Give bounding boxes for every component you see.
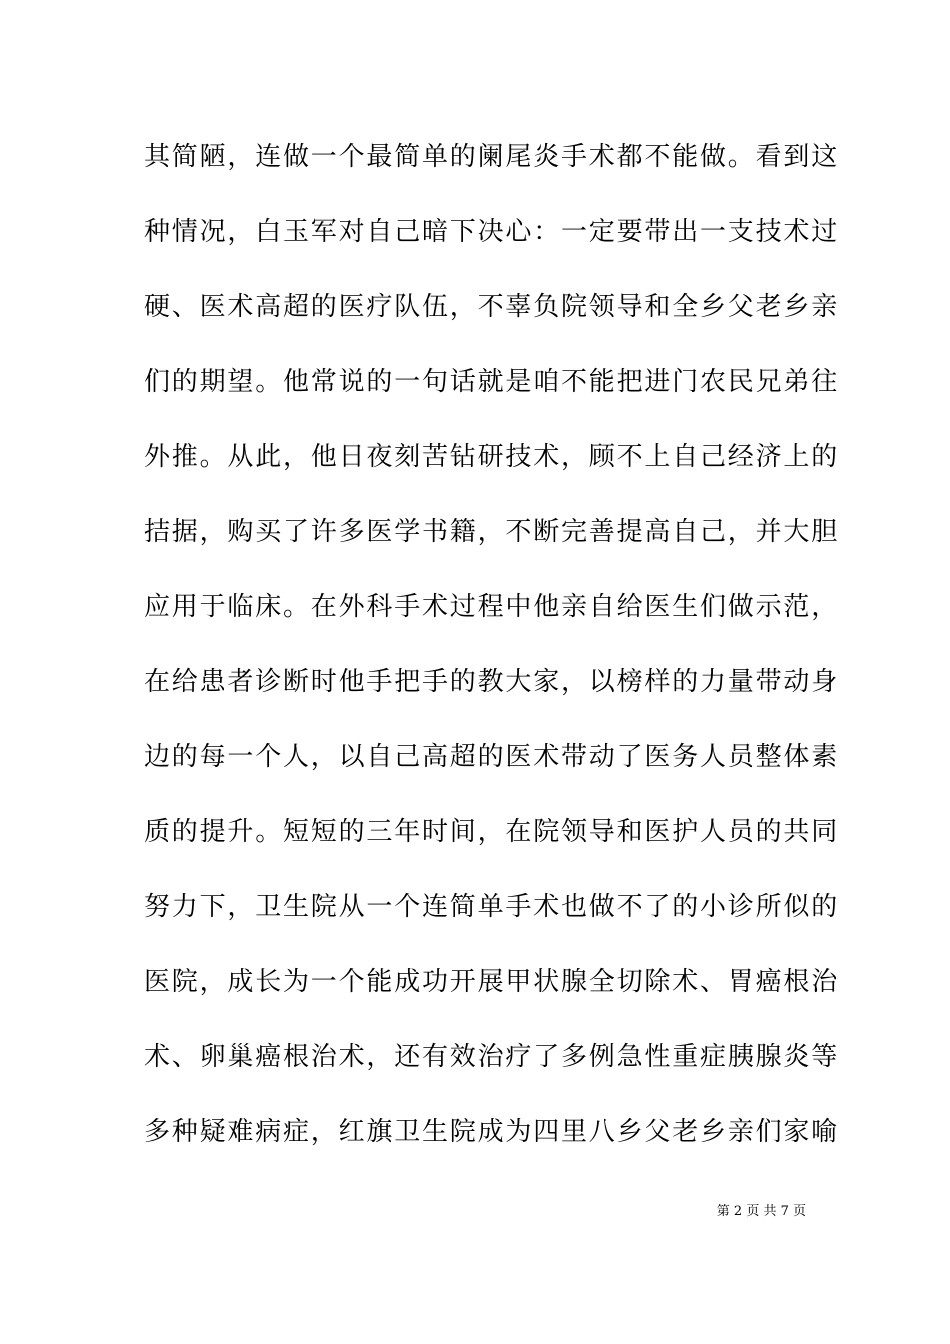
text-line: 种情况，白玉军对自己暗下决心：一定要带出一支技术过 <box>144 217 840 247</box>
text-line: 硬、医术高超的医疗队伍，不辜负院领导和全乡父老乡亲 <box>144 292 840 322</box>
text-line: 质的提升。短短的三年时间，在院领导和医护人员的共同 <box>144 817 840 847</box>
text-line: 医院，成长为一个能成功开展甲状腺全切除术、胃癌根治 <box>144 967 840 997</box>
text-line: 其简陋，连做一个最简单的阑尾炎手术都不能做。看到这 <box>144 142 840 172</box>
text-line: 多种疑难病症，红旗卫生院成为四里八乡父老乡亲们家喻 <box>144 1117 840 1147</box>
body-text <box>144 120 840 1170</box>
text-line: 拮据，购买了许多医学书籍，不断完善提高自己，并大胆 <box>144 517 840 547</box>
text-line: 边的每一个人，以自己高超的医术带动了医务人员整体素 <box>144 742 840 772</box>
text-line: 外推。从此，他日夜刻苦钻研技术，顾不上自己经济上的 <box>144 442 840 472</box>
text-line: 应用于临床。在外科手术过程中他亲自给医生们做示范， <box>144 592 840 622</box>
text-line: 们的期望。他常说的一句话就是咱不能把进门农民兄弟往 <box>144 367 840 397</box>
text-line: 术、卵巢癌根治术，还有效治疗了多例急性重症胰腺炎等 <box>144 1042 840 1072</box>
text-line: 努力下，卫生院从一个连简单手术也做不了的小诊所似的 <box>144 892 840 922</box>
text-line: 在给患者诊断时他手把手的教大家，以榜样的力量带动身 <box>144 667 840 697</box>
page-number-footer: 第 2 页 共 7 页 <box>716 1204 806 1219</box>
